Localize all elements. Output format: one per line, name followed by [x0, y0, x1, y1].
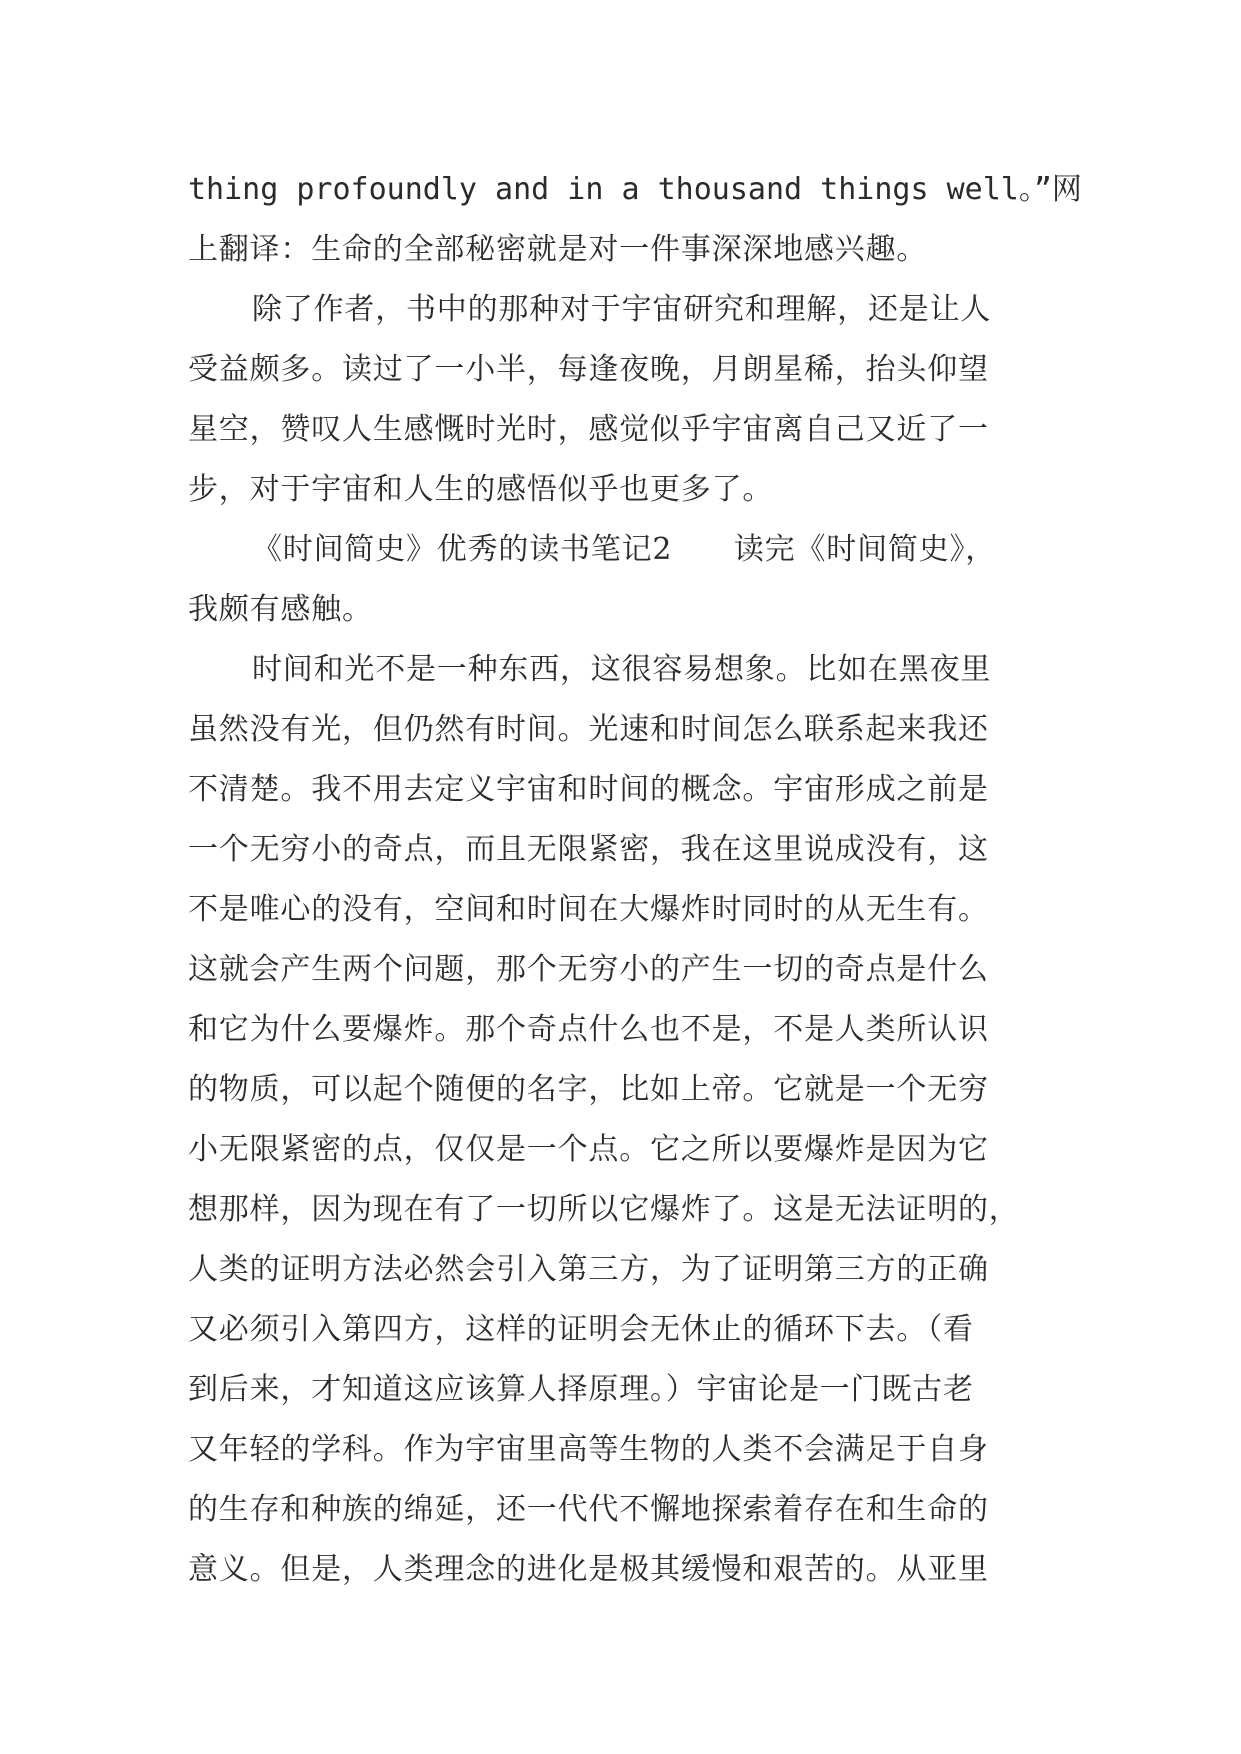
text-line: 一个无穷小的奇点，而且无限紧密，我在这里说成没有，这 — [188, 832, 989, 867]
text-line: 又年轻的学科。作为宇宙里高等生物的人类不会满足于自身 — [188, 1432, 989, 1467]
text-line: 星空，赞叹人生感慨时光时，感觉似乎宇宙离自己又近了一 — [188, 412, 989, 447]
text-line: 人类的证明方法必然会引入第三方，为了证明第三方的正确 — [188, 1252, 989, 1287]
text-line: 上翻译：生命的全部秘密就是对一件事深深地感兴趣。 — [188, 232, 928, 267]
text-line: 和它为什么要爆炸。那个奇点什么也不是，不是人类所认识 — [188, 1012, 989, 1047]
text-line: 到后来，才知道这应该算人择原理。）宇宙论是一门既古老 — [188, 1372, 974, 1407]
text-line: 意义。但是，人类理念的进化是极其缓慢和艰苦的。从亚里 — [188, 1552, 989, 1587]
text-line: 我颇有感触。 — [188, 592, 373, 627]
text-line: 又必须引入第四方，这样的证明会无休止的循环下去。（看 — [188, 1312, 974, 1347]
document-body — [188, 160, 1082, 1600]
text-line: 的生存和种族的绵延，还一代代不懈地探索着存在和生命的 — [188, 1492, 989, 1527]
section-heading-line: 《时间简史》优秀的读书笔记2 读完《时间简史》， — [252, 532, 997, 567]
paragraph-start-line: 除了作者，书中的那种对于宇宙研究和理解，还是让人 — [252, 292, 992, 327]
text-line: 不是唯心的没有，空间和时间在大爆炸时同时的从无生有。 — [188, 892, 989, 927]
text-line: 的物质，可以起个随便的名字，比如上帝。它就是一个无穷 — [188, 1072, 989, 1107]
text-line: thing profoundly and in a thousand things well。”网 — [188, 172, 1082, 207]
text-line: 步，对于宇宙和人生的感悟似乎也更多了。 — [188, 472, 774, 507]
text-line: 不清楚。我不用去定义宇宙和时间的概念。宇宙形成之前是 — [188, 772, 989, 807]
text-line: 受益颇多。读过了一小半，每逢夜晚，月朗星稀，抬头仰望 — [188, 352, 989, 387]
text-line: 这就会产生两个问题，那个无穷小的产生一切的奇点是什么 — [188, 952, 989, 987]
text-line: 想那样，因为现在有了一切所以它爆炸了。这是无法证明的， — [188, 1192, 1020, 1227]
paragraph-start-line: 时间和光不是一种东西，这很容易想象。比如在黑夜里 — [252, 652, 992, 687]
text-line: 虽然没有光，但仍然有时间。光速和时间怎么联系起来我还 — [188, 712, 989, 747]
text-line: 小无限紧密的点，仅仅是一个点。它之所以要爆炸是因为它 — [188, 1132, 989, 1167]
